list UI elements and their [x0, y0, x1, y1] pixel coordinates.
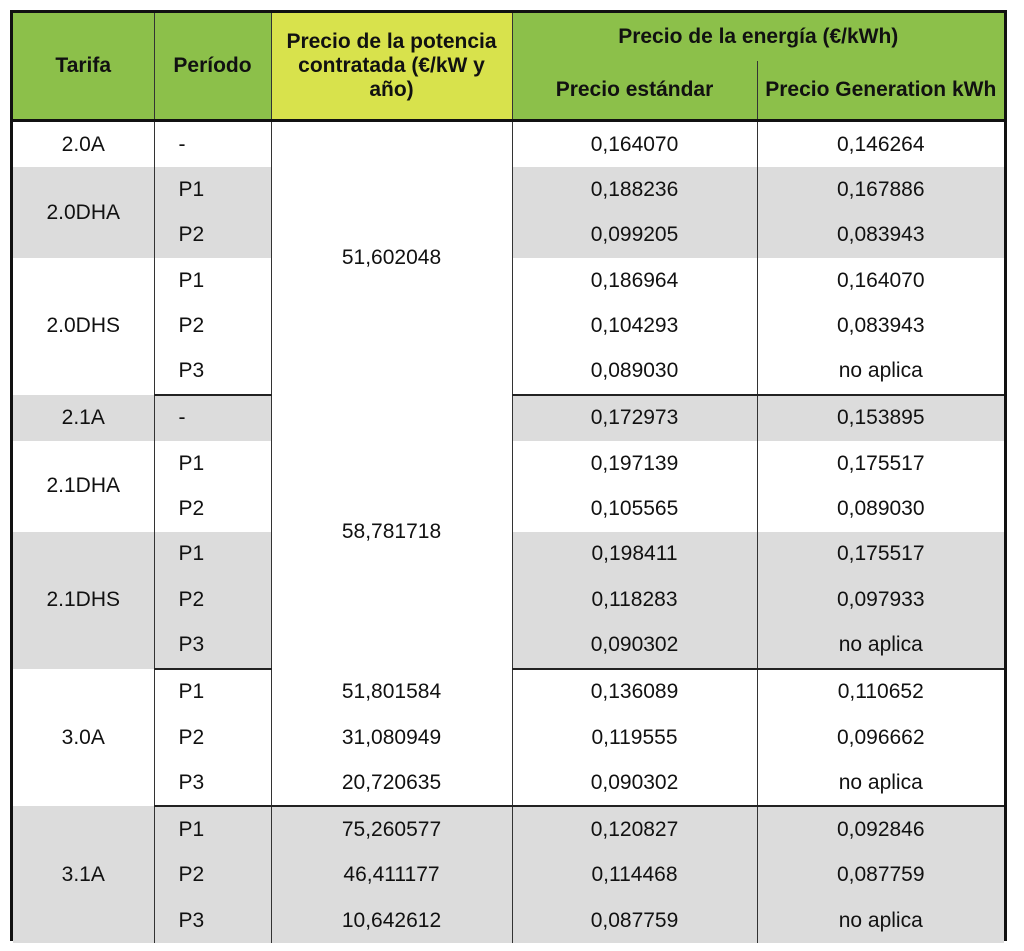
cell-potencia: 75,260577	[271, 806, 512, 852]
cell-estandar: 0,118283	[512, 577, 757, 622]
cell-periodo: P1	[154, 167, 271, 212]
cell-generation: no aplica	[757, 622, 1004, 668]
table-row	[13, 715, 1004, 760]
header-periodo: Período	[154, 13, 271, 121]
tariff-table-frame	[10, 10, 1007, 941]
cell-generation: 0,153895	[757, 395, 1004, 441]
cell-potencia: 10,642612	[271, 898, 512, 943]
cell-generation: 0,096662	[757, 715, 1004, 760]
cell-tarifa: 2.0DHS	[46, 314, 121, 338]
cell-estandar: 0,188236	[512, 167, 757, 212]
cell-generation: 0,175517	[757, 441, 1004, 486]
cell-estandar: 0,120827	[512, 806, 757, 852]
cell-periodo: P1	[154, 532, 271, 577]
cell-periodo: P2	[154, 577, 271, 622]
cell-estandar: 0,136089	[512, 669, 757, 715]
cell-generation: 0,083943	[757, 213, 1004, 258]
cell-tarifa: 2.1A	[13, 395, 154, 441]
cell-estandar: 0,198411	[512, 532, 757, 577]
cell-periodo: P1	[154, 441, 271, 486]
cell-periodo: P2	[154, 486, 271, 531]
cell-estandar: 0,087759	[512, 898, 757, 943]
table-row	[13, 806, 1004, 852]
cell-periodo: P3	[154, 348, 271, 394]
cell-estandar: 0,090302	[512, 760, 757, 806]
table-row	[13, 853, 1004, 898]
cell-periodo: P2	[154, 853, 271, 898]
cell-periodo: P3	[154, 898, 271, 943]
cell-periodo: P3	[154, 622, 271, 668]
table-body	[13, 121, 1004, 944]
cell-periodo: -	[154, 395, 271, 441]
cell-estandar: 0,104293	[512, 303, 757, 348]
cell-generation: 0,167886	[757, 167, 1004, 212]
cell-estandar: 0,186964	[512, 258, 757, 303]
cell-periodo: P3	[154, 760, 271, 806]
cell-periodo: P2	[154, 303, 271, 348]
cell-generation: 0,092846	[757, 806, 1004, 852]
cell-generation: no aplica	[757, 760, 1004, 806]
cell-generation: 0,097933	[757, 577, 1004, 622]
cell-potencia: 51,602048	[271, 121, 512, 395]
cell-generation: 0,110652	[757, 669, 1004, 715]
tariff-table	[13, 13, 1004, 943]
table-row	[13, 669, 1004, 715]
header-potencia: Precio de la potencia contratada (€/kW y año)	[271, 13, 512, 121]
cell-estandar: 0,197139	[512, 441, 757, 486]
cell-periodo: P1	[154, 669, 271, 715]
cell-potencia: 58,781718	[271, 395, 512, 669]
cell-estandar: 0,090302	[512, 622, 757, 668]
header-tarifa: Tarifa	[13, 13, 154, 121]
cell-estandar: 0,114468	[512, 853, 757, 898]
cell-tarifa: 3.1A	[13, 806, 154, 943]
cell-estandar: 0,172973	[512, 395, 757, 441]
cell-estandar: 0,105565	[512, 486, 757, 531]
cell-periodo: P1	[154, 258, 271, 303]
cell-periodo: P2	[154, 213, 271, 258]
cell-tarifa: 2.1DHA	[46, 474, 121, 498]
cell-potencia: 46,411177	[271, 853, 512, 898]
cell-estandar: 0,119555	[512, 715, 757, 760]
cell-periodo: P1	[154, 806, 271, 852]
header-estandar: Precio estándar	[512, 61, 757, 121]
table-row	[13, 760, 1004, 806]
cell-tarifa: 3.0A	[61, 725, 105, 749]
cell-potencia: 20,720635	[271, 760, 512, 806]
cell-generation: 0,175517	[757, 532, 1004, 577]
cell-tarifa: 2.0DHA	[13, 167, 154, 258]
table-row	[13, 898, 1004, 943]
cell-periodo: -	[154, 121, 271, 168]
cell-generation: no aplica	[757, 348, 1004, 394]
cell-generation: 0,164070	[757, 258, 1004, 303]
header-generation: Precio Generation kWh	[757, 61, 1004, 121]
cell-generation: 0,087759	[757, 853, 1004, 898]
cell-tarifa: 2.1DHS	[13, 532, 154, 669]
cell-estandar: 0,164070	[512, 121, 757, 168]
cell-generation: no aplica	[757, 898, 1004, 943]
cell-generation: 0,146264	[757, 121, 1004, 168]
cell-estandar: 0,099205	[512, 213, 757, 258]
cell-tarifa: 2.0A	[61, 132, 105, 156]
table-row	[13, 121, 1004, 168]
cell-periodo: P2	[154, 715, 271, 760]
cell-estandar: 0,089030	[512, 348, 757, 394]
cell-potencia: 31,080949	[271, 715, 512, 760]
header-energia: Precio de la energía (€/kWh)	[512, 13, 1004, 61]
cell-generation: 0,083943	[757, 303, 1004, 348]
cell-potencia: 51,801584	[271, 669, 512, 715]
cell-generation: 0,089030	[757, 486, 1004, 531]
table-header	[13, 13, 1004, 121]
table-row	[13, 395, 1004, 441]
